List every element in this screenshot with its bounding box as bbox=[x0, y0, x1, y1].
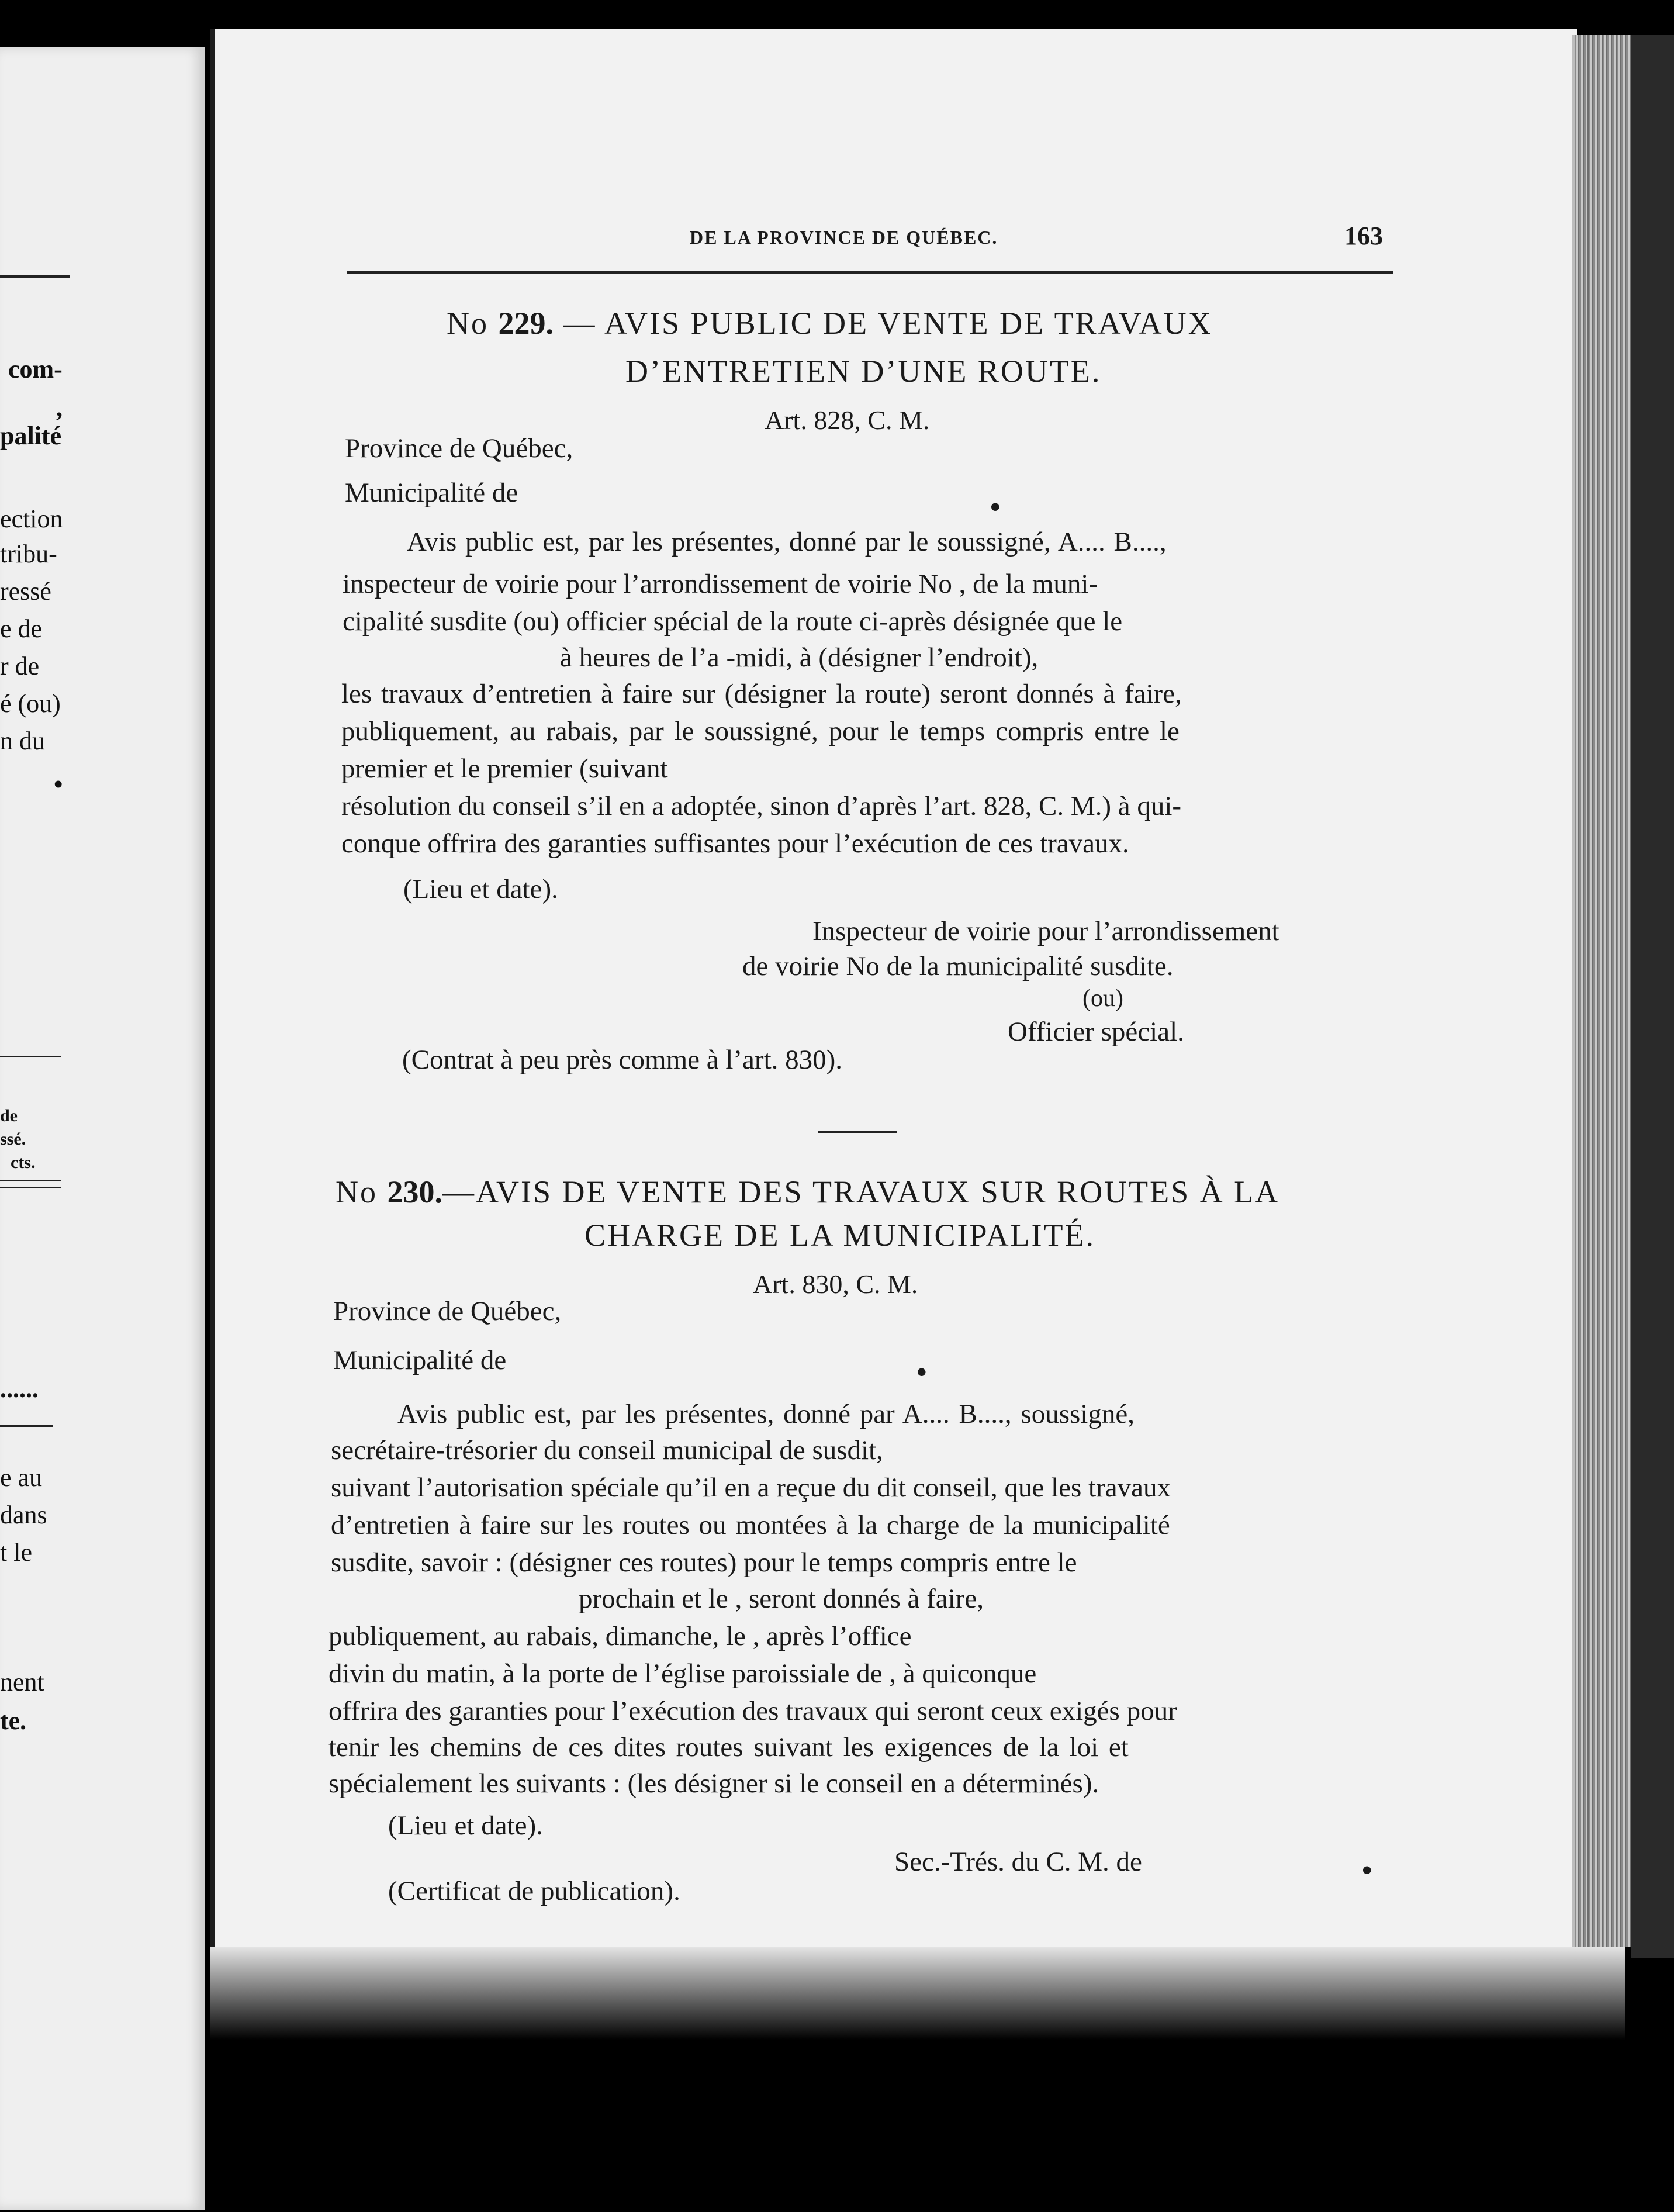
form-229-body-line: résolution du conseil s’il en a adoptée, sinon d’après l’art. 828, C. M.) à qui- bbox=[341, 791, 1182, 821]
form-229-municipality: Municipalité de bbox=[345, 478, 518, 508]
title-prefix: No bbox=[447, 306, 499, 341]
form-230-body-line: secrétaire-trésorier du conseil municipal de susdit, bbox=[331, 1435, 883, 1466]
form-230-signature: Sec.-Trés. du C. M. de bbox=[894, 1847, 1142, 1877]
form-230-body-line: d’entretien à faire sur les routes ou montées à la charge de la municipalité bbox=[331, 1510, 1170, 1540]
left-fragment: de bbox=[0, 1106, 18, 1125]
left-page-double-rule bbox=[0, 1180, 61, 1181]
page-edges-shadow bbox=[1631, 35, 1674, 1958]
form-229-signature-officer: Officier spécial. bbox=[1008, 1017, 1184, 1047]
left-fragment: r de bbox=[0, 652, 40, 680]
left-fragment: ressé bbox=[0, 577, 51, 606]
left-fragment: t le bbox=[0, 1538, 32, 1567]
form-229-body-line: cipalité susdite (ou) officier spécial de la route ci-après désignée que le bbox=[343, 606, 1123, 637]
form-229-title bbox=[447, 305, 1213, 341]
form-229-municipality-dot: • bbox=[990, 490, 1001, 523]
left-fragment: ssé. bbox=[0, 1129, 26, 1149]
form-229-body-line: publiquement, au rabais, par le soussigné, pour le temps compris entre le bbox=[341, 716, 1180, 746]
form-229-province: Province de Québec, bbox=[345, 433, 573, 464]
left-fragment: cts. bbox=[11, 1153, 36, 1172]
left-fragment: , bbox=[56, 393, 63, 422]
left-fragment: com- bbox=[8, 355, 63, 383]
form-229-signature-line: Inspecteur de voirie pour l’arrondissement bbox=[812, 916, 1279, 946]
running-header: DE LA PROVINCE DE QUÉBEC. bbox=[690, 227, 998, 248]
form-230-title bbox=[336, 1174, 1279, 1210]
form-230-title-line2: CHARGE DE LA MUNICIPALITÉ. bbox=[584, 1218, 1095, 1253]
form-229-place-date: (Lieu et date). bbox=[403, 874, 558, 904]
left-fragment: te. bbox=[0, 1706, 27, 1735]
form-230-body-line: tenir les chemins de ces dites routes suivant les exigences de la loi et bbox=[328, 1732, 1129, 1762]
form-230-body-line: publiquement, au rabais, dimanche, le , après l’office bbox=[328, 1621, 912, 1651]
form-number: 230. bbox=[387, 1174, 442, 1209]
page-edges bbox=[1572, 35, 1633, 1947]
left-page-rule bbox=[0, 1056, 61, 1057]
form-229-signature-line: de voirie No de la municipalité susdite. bbox=[742, 951, 1174, 981]
form-229-body-line: les travaux d’entretien à faire sur (désigner la route) seront donnés à faire, bbox=[341, 679, 1182, 709]
left-fragment: nent bbox=[0, 1668, 44, 1696]
left-fragment: e de bbox=[0, 614, 43, 643]
form-229-article-ref: Art. 828, C. M. bbox=[765, 405, 930, 435]
left-page-rule-top bbox=[0, 275, 70, 278]
page-bottom-shadow bbox=[210, 1947, 1625, 2040]
title-text: — AVIS PUBLIC DE VENTE DE TRAVAUX bbox=[554, 306, 1213, 341]
header-rule bbox=[347, 271, 1393, 274]
left-fragment: é (ou) bbox=[0, 689, 61, 718]
form-230-place-date: (Lieu et date). bbox=[388, 1810, 543, 1841]
form-230-body-line: suivant l’autorisation spéciale qu’il en a reçue du dit conseil, que les travaux bbox=[331, 1473, 1171, 1503]
form-230-certificate: (Certificat de publication). bbox=[388, 1876, 680, 1906]
left-fragment: ection bbox=[0, 504, 63, 533]
left-fragment: dans bbox=[0, 1501, 47, 1529]
form-230-signature-dot: • bbox=[1362, 1854, 1372, 1886]
form-229-body-line: à heures de l’a -midi, à (désigner l’endroit), bbox=[560, 642, 1039, 673]
left-fragment: tribu- bbox=[0, 540, 57, 568]
form-number: 229. bbox=[498, 306, 554, 341]
section-divider bbox=[818, 1131, 897, 1133]
form-230-article-ref: Art. 830, C. M. bbox=[753, 1269, 918, 1299]
form-230-municipality-dot: • bbox=[916, 1356, 927, 1388]
left-fragment: palité bbox=[0, 421, 62, 450]
form-230-body-line: offrira des garanties pour l’exécution des travaux qui seront ceux exigés pour bbox=[328, 1696, 1177, 1726]
form-229-title-line2: D’ENTRETIEN D’UNE ROUTE. bbox=[625, 354, 1102, 389]
title-text: —AVIS DE VENTE DES TRAVAUX SUR ROUTES À LA bbox=[442, 1174, 1280, 1209]
left-fragment: e au bbox=[0, 1463, 43, 1492]
form-229-body-line: premier et le premier (suivant bbox=[341, 754, 668, 784]
form-230-body-line: susdite, savoir : (désigner ces routes) pour le temps compris entre le bbox=[331, 1547, 1077, 1578]
form-229-body-line: conque offrira des garanties suffisantes pour l’exécution de ces travaux. bbox=[341, 828, 1129, 859]
left-fragment: n du bbox=[0, 727, 45, 755]
form-229-body-line: inspecteur de voirie pour l’arrondissement de voirie No , de la muni- bbox=[343, 569, 1098, 599]
form-229-signature-or: (ou) bbox=[1082, 985, 1123, 1012]
form-230-body-line: spécialement les suivants : (les désigner si le conseil en a déterminés). bbox=[328, 1768, 1099, 1799]
page-number: 163 bbox=[1344, 222, 1383, 250]
left-page-rule bbox=[0, 1425, 53, 1427]
left-fragment: ...... bbox=[0, 1374, 39, 1403]
form-229-contract-note: (Contrat à peu près comme à l’art. 830). bbox=[402, 1045, 843, 1075]
form-230-body-line: Avis public est, par les présentes, donné par A.... B...., soussigné, bbox=[397, 1399, 1135, 1429]
left-page-double-rule bbox=[0, 1187, 61, 1188]
title-prefix: No bbox=[336, 1174, 388, 1209]
form-229-body-line: Avis public est, par les présentes, donné par le soussigné, A.... B...., bbox=[407, 527, 1167, 557]
left-fragment: • bbox=[54, 770, 63, 799]
form-230-body-line: divin du matin, à la porte de l’église paroissiale de , à quiconque bbox=[328, 1658, 1037, 1689]
form-230-body-line: prochain et le , seront donnés à faire, bbox=[579, 1584, 984, 1614]
form-230-province: Province de Québec, bbox=[333, 1296, 562, 1326]
form-230-municipality: Municipalité de bbox=[333, 1345, 507, 1375]
